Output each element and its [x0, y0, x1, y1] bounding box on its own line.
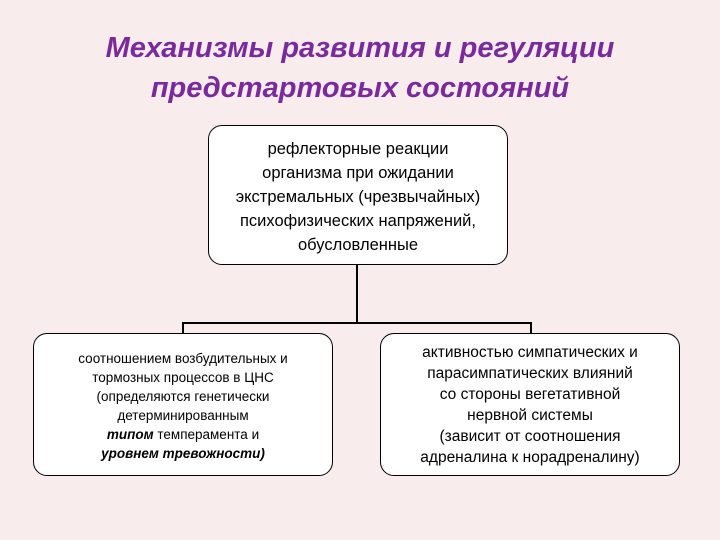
top-box-line: рефлекторные реакции: [267, 140, 449, 158]
right-box-line: активностью симпатических и: [422, 344, 638, 361]
right-box: [380, 333, 680, 476]
right-box-line: (зависит от соотношения: [439, 428, 621, 445]
right-box-line: нервной системы: [467, 407, 593, 424]
top-box-line: экстремальных (чрезвычайных): [235, 188, 481, 206]
left-box: [33, 333, 333, 476]
title-line-2: предстартовых состояний: [150, 72, 570, 104]
left-box-line: соотношением возбудительных и: [78, 351, 288, 366]
title-line-1: Механизмы развития и регуляции: [105, 32, 615, 64]
top-box-line: психофизических напряжений,: [239, 212, 476, 230]
left-box-line: [34, 425, 332, 444]
left-box-line: тормозных процессов в ЦНС: [92, 370, 274, 385]
right-box-line: адреналина к норадреналину): [420, 449, 640, 466]
top-box-line: обусловленные: [297, 236, 419, 254]
left-box-text: темперамента и: [153, 427, 260, 442]
left-box-emphasis: типом: [106, 427, 154, 442]
right-box-line: парасимпатических влияний: [427, 365, 633, 382]
right-box-line: со стороны вегетативной: [439, 386, 621, 403]
top-box: [208, 125, 508, 265]
left-box-line-emphasis: уровнем тревожности): [101, 446, 265, 461]
left-box-line: (определяются генетически: [96, 389, 270, 404]
left-box-line: детерминированным: [117, 408, 249, 423]
top-box-line: организма при ожидании: [262, 164, 454, 182]
